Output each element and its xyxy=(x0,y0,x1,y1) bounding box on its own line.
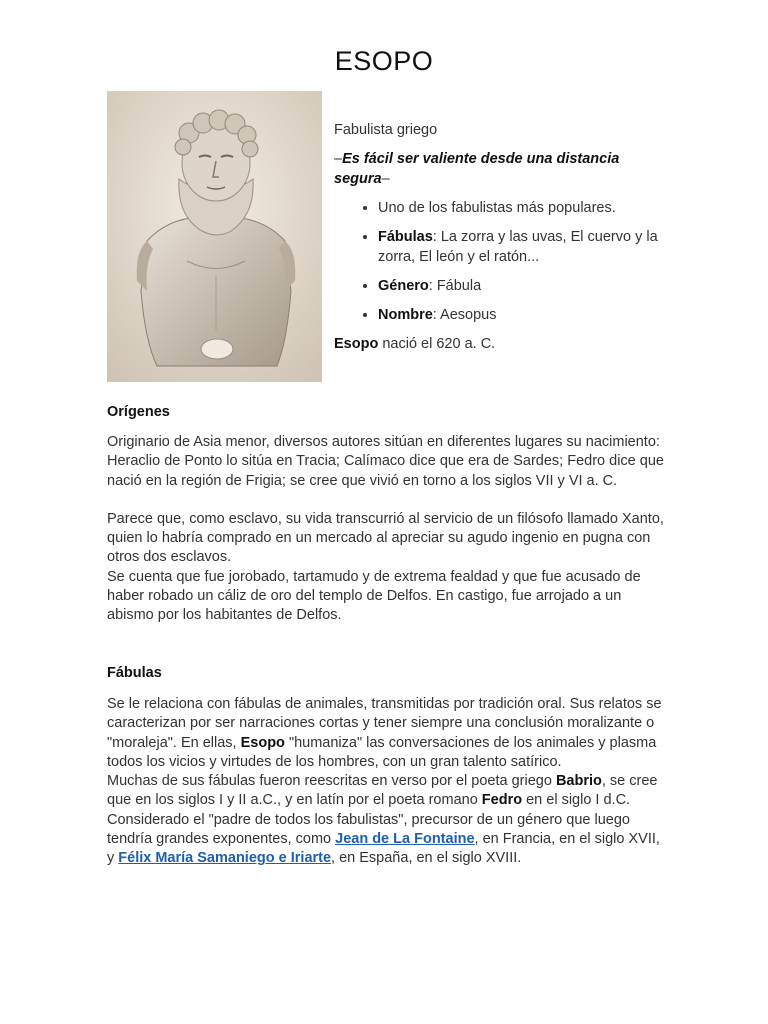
link-la-fontaine[interactable]: Jean de La Fontaine xyxy=(335,831,475,848)
paragraph: Se le relaciona con fábulas de animales, transmitidas por tradición oral. Sus relatos se caracterizan por ser narraciones cortas y tener siempre una conclusión moralizante o "moraleja". En ellas, Esopo "humaniza" las conversaciones de los animales y plasma todos los vicios y virtudes de los hombres, con un gran talento satírico. xyxy=(107,696,662,770)
paragraph: Se cuenta que fue jorobado, tartamudo y de extrema fealdad y que fue acusado de haber robado un cáliz de oro del templo de Delfos. En castigo, fue arrojado a un abismo por los habitantes de Delfos. xyxy=(107,568,641,624)
link-samaniego[interactable]: Félix María Samaniego e Iriarte xyxy=(118,850,332,867)
list-item: • Nombre: Aesopus xyxy=(378,305,664,325)
origenes-section xyxy=(107,433,667,626)
aesop-bust-image xyxy=(107,91,322,382)
list-item: • Género: Fábula xyxy=(378,276,664,296)
list-item: • Fábulas: La zorra y las uvas, El cuervo y la zorra, El león y el ratón... xyxy=(378,227,664,267)
list-item: • Uno de los fabulistas más populares. xyxy=(378,198,664,218)
document-title: ESOPO xyxy=(334,46,434,76)
paragraph: Parece que, como esclavo, su vida transcurrió al servicio de un filósofo llamado Xanto, quien lo habría comprado en un mercado al apreciar su agudo ingenio en pugna con otros dos esclavos. xyxy=(107,510,664,566)
paragraph: Considerado el "padre de todos los fabulistas", precursor de un género que luego tendría grandes exponentes, como Jean de La Fontaine, en Francia, en el siglo XVII, y Félix María Samaniego e Iriarte, en España, en el siglo XVIII. xyxy=(107,811,660,867)
fabulas-section xyxy=(107,695,667,869)
paragraph: Muchas de sus fábulas fueron reescritas en verso por el poeta griego Babrio, se cree que en los siglos I y II a.C., y en latín por el poeta romano Fedro en el siglo I d.C. xyxy=(107,773,658,809)
intro-block xyxy=(334,120,664,363)
famous-quote: –Es fácil ser valiente desde una distancia segura– xyxy=(334,151,620,187)
fabulas-heading: Fábulas xyxy=(107,665,162,681)
paragraph: Originario de Asia menor, diversos autores sitúan en diferentes lugares su nacimiento: Heraclio de Ponto lo sitúa en Tracia; Calímaco dice que era de Sardes; Fedro dice que nació en la región de Frigia; se cree que vivió en torno a los siglos VII y VI a. C. xyxy=(107,434,664,489)
facts-list xyxy=(334,198,664,325)
origenes-heading: Orígenes xyxy=(107,404,170,420)
birth-line: Esopo nació el 620 a. C. xyxy=(334,336,496,352)
subtitle: Fabulista griego xyxy=(334,122,438,138)
